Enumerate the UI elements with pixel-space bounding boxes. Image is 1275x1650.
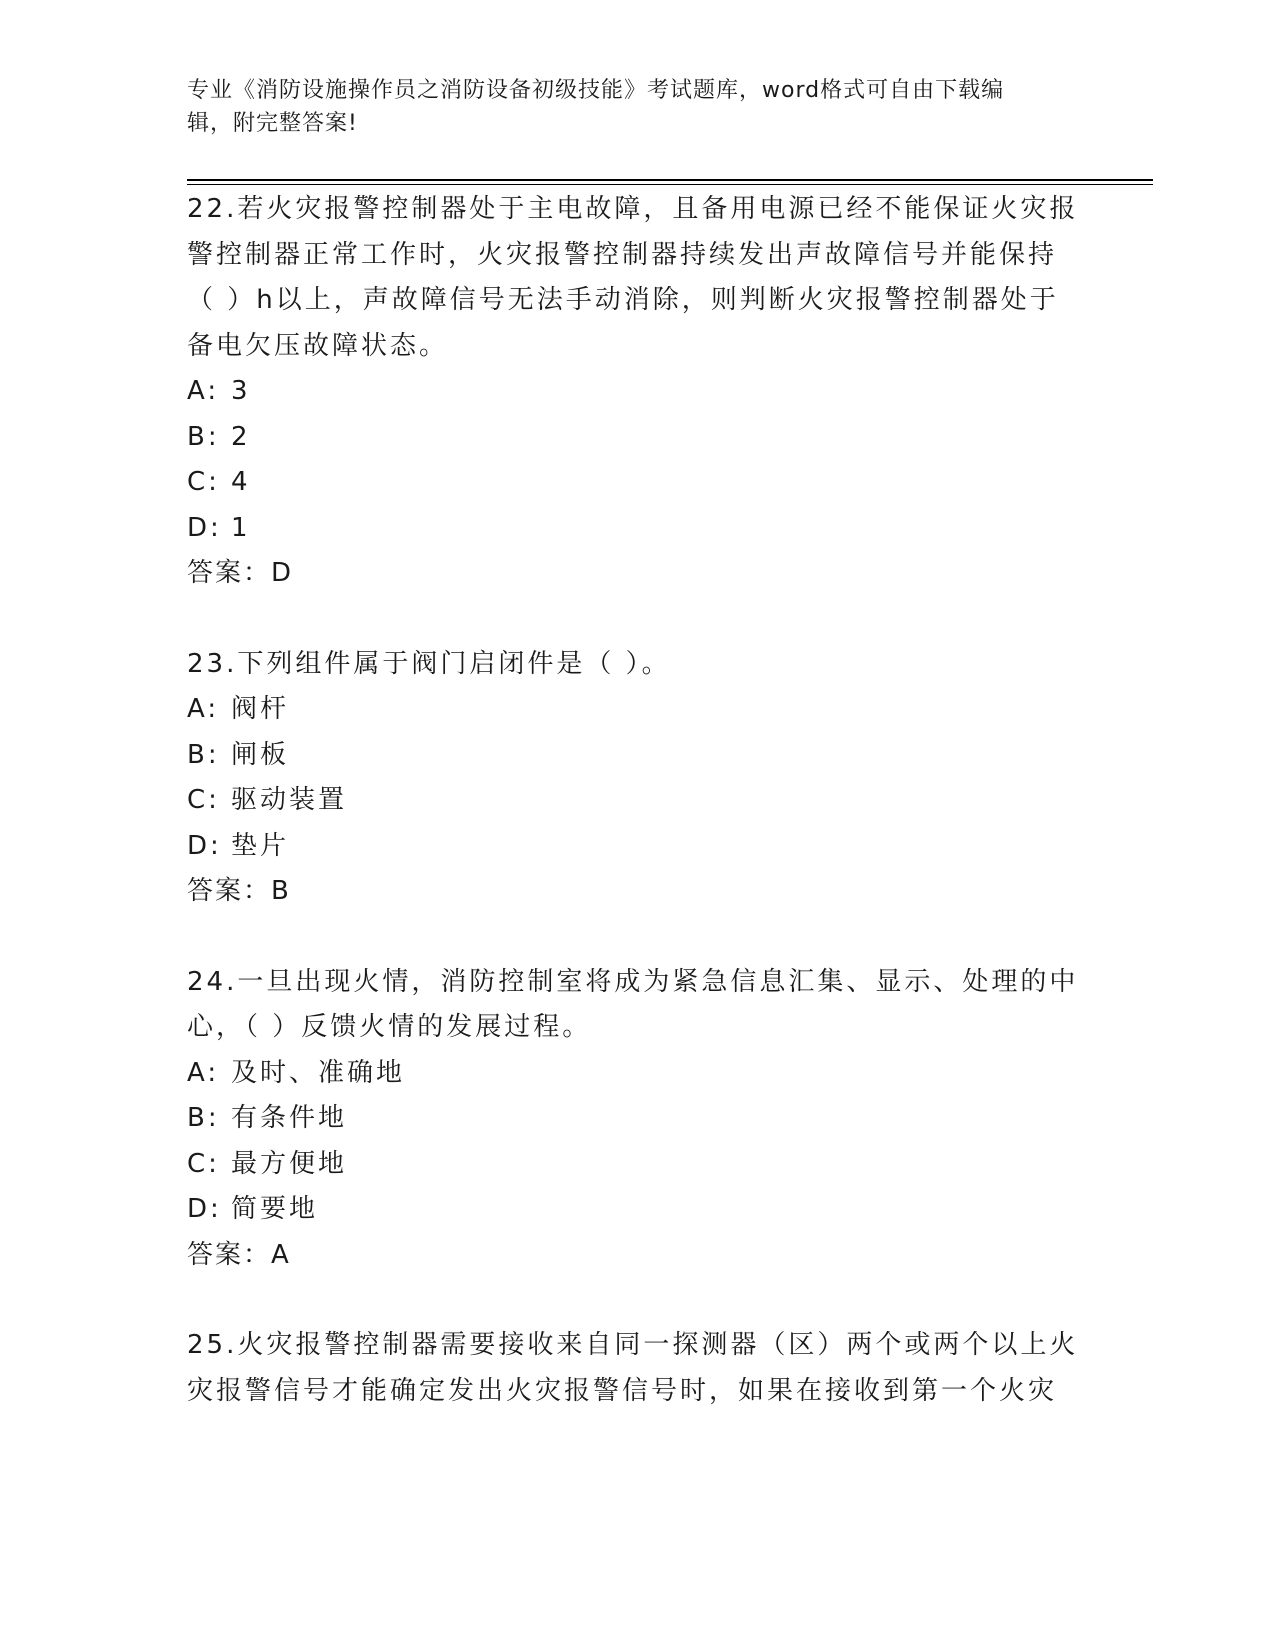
header-line-2: 辑，附完整答案! xyxy=(187,111,358,136)
question-25 xyxy=(187,1323,1087,1414)
option-key: C: xyxy=(187,1148,220,1179)
option-d xyxy=(187,506,1087,552)
answer-line: 答案：B xyxy=(187,876,291,906)
option-text: 4 xyxy=(231,467,251,497)
option-text: 2 xyxy=(231,421,251,452)
option-b xyxy=(187,415,1087,461)
option-text: 最方便地 xyxy=(231,1148,348,1179)
answer-line: 答案：D xyxy=(187,558,294,588)
option-d xyxy=(187,824,1087,870)
option-key: D: xyxy=(187,1194,222,1224)
option-text: 简要地 xyxy=(231,1194,319,1224)
question-text-line: 灾报警信号才能确定发出火灾报警信号时，如果在接收到第一个火灾 xyxy=(187,1375,1058,1406)
option-text: 有条件地 xyxy=(231,1103,348,1133)
option-key: B: xyxy=(187,421,220,452)
option-d xyxy=(187,1187,1087,1233)
question-text-line: 24.一旦出现火情，消防控制室将成为紧急信息汇集、显示、处理的中 xyxy=(187,966,1079,997)
option-b xyxy=(187,1096,1087,1142)
option-key: C: xyxy=(187,467,220,497)
question-text-line: 心，（ ）反馈火情的发展过程。 xyxy=(187,1012,592,1042)
option-key: D: xyxy=(187,512,222,543)
option-key: B: xyxy=(187,1103,220,1133)
option-text: 驱动装置 xyxy=(231,785,348,815)
question-text-line: 25.火灾报警控制器需要接收来自同一探测器（区）两个或两个以上火 xyxy=(187,1330,1079,1360)
question-22 xyxy=(187,187,1087,597)
header-line-1: 专业《消防设施操作员之消防设备初级技能》考试题库，word格式可自由下载编 xyxy=(187,78,1005,103)
option-key: A: xyxy=(187,694,220,724)
question-list xyxy=(187,187,1087,1414)
option-key: A: xyxy=(187,1057,220,1088)
option-key: A: xyxy=(187,376,220,406)
question-text-line: 备电欠压故障状态。 xyxy=(187,330,449,361)
option-text: 闸板 xyxy=(231,739,290,770)
option-a xyxy=(187,687,1087,733)
option-a xyxy=(187,369,1087,415)
option-text: 1 xyxy=(231,512,251,543)
question-text-line: （ ）h以上，声故障信号无法手动消除，则判断火灾报警控制器处于 xyxy=(187,285,1059,315)
option-text: 3 xyxy=(231,376,251,406)
header-divider-top xyxy=(187,179,1153,181)
answer-line: 答案：A xyxy=(187,1239,291,1270)
question-23 xyxy=(187,642,1087,915)
option-b xyxy=(187,733,1087,779)
question-spacer xyxy=(187,1278,1087,1323)
option-c xyxy=(187,1142,1087,1188)
header-divider-bottom xyxy=(187,184,1153,185)
option-key: C: xyxy=(187,785,220,815)
question-24 xyxy=(187,960,1087,1279)
document-header xyxy=(187,74,1067,140)
option-text: 阀杆 xyxy=(231,694,290,724)
question-text-line: 23.下列组件属于阀门启闭件是（ ）。 xyxy=(187,648,671,679)
option-key: B: xyxy=(187,739,220,770)
question-text-line: 22.若火灾报警控制器处于主电故障，且备用电源已经不能保证火灾报 xyxy=(187,194,1079,224)
option-key: D: xyxy=(187,830,222,861)
option-c xyxy=(187,778,1087,824)
option-text: 垫片 xyxy=(231,830,290,861)
question-spacer xyxy=(187,915,1087,960)
option-a xyxy=(187,1051,1087,1097)
question-text-line: 警控制器正常工作时，火灾报警控制器持续发出声故障信号并能保持 xyxy=(187,239,1058,270)
option-text: 及时、准确地 xyxy=(231,1057,406,1088)
question-spacer xyxy=(187,597,1087,642)
option-c xyxy=(187,460,1087,506)
